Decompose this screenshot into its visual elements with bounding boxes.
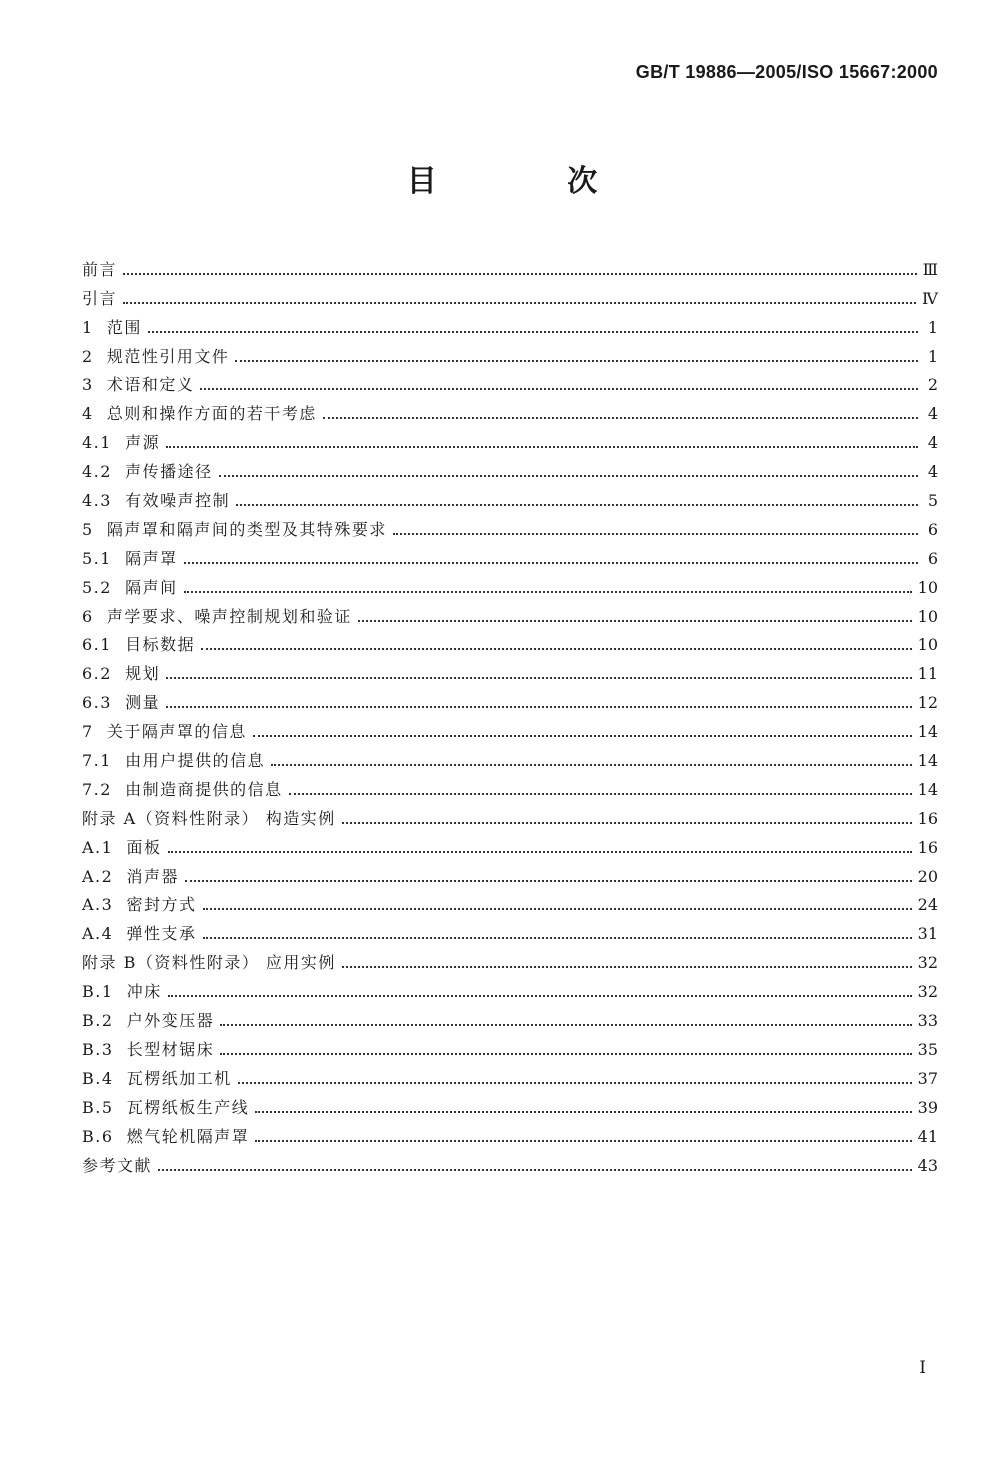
toc-entry-label: B.3 长型材锯床 — [82, 1039, 215, 1059]
toc-entry[interactable] — [82, 451, 938, 480]
toc-entry[interactable] — [82, 913, 938, 942]
leader-dots — [166, 446, 918, 448]
toc-entry-label: A.2 消声器 — [82, 866, 179, 886]
toc-entry[interactable] — [82, 971, 938, 1000]
leader-dots — [342, 966, 912, 968]
toc-entry-label: B.5 瓦楞纸板生产线 — [82, 1097, 250, 1117]
toc-entry[interactable] — [82, 509, 938, 538]
toc-entry-page: 32 — [917, 953, 938, 973]
toc-entry-label: A.4 弹性支承 — [82, 924, 197, 944]
toc-entry[interactable] — [82, 856, 938, 885]
toc-entry-label: B.1 冲床 — [82, 982, 162, 1002]
toc-entry-page: 41 — [917, 1126, 938, 1146]
toc-entry[interactable] — [82, 422, 938, 451]
toc-entry-label: 5 隔声罩和隔声间的类型及其特殊要求 — [82, 519, 387, 539]
toc-entry[interactable] — [82, 567, 938, 596]
toc-entry-label: 3 术语和定义 — [82, 375, 195, 395]
toc-entry-label: 4 总则和操作方面的若干考虑 — [82, 404, 317, 424]
toc-entry-page: 39 — [917, 1097, 938, 1117]
leader-dots — [203, 937, 912, 939]
leader-dots — [123, 302, 916, 304]
toc-entry[interactable] — [82, 249, 938, 278]
leader-dots — [255, 1140, 911, 1142]
toc-entry-page: 37 — [917, 1068, 938, 1088]
leader-dots — [220, 1053, 911, 1055]
toc-entry[interactable] — [82, 798, 938, 827]
toc-entry[interactable] — [82, 885, 938, 914]
toc-entry-page: 14 — [917, 722, 938, 742]
leader-dots — [185, 880, 912, 882]
toc-entry-label: 6.2 规划 — [82, 664, 161, 684]
toc-entry-page: 16 — [917, 808, 938, 828]
toc-entry-label: 2 规范性引用文件 — [82, 346, 230, 366]
toc-entry-label: 4.1 声源 — [82, 433, 161, 453]
leader-dots — [203, 908, 912, 910]
toc-entry[interactable] — [82, 278, 938, 307]
leader-dots — [184, 591, 912, 593]
leader-dots — [148, 331, 918, 333]
toc-entry-label: 6 声学要求、噪声控制规划和验证 — [82, 606, 352, 626]
toc-entry-page: 4 — [927, 404, 938, 424]
document-code: GB/T 19886—2005/ISO 15667:2000 — [635, 62, 938, 82]
toc-entry-page: 14 — [917, 779, 938, 799]
toc-entry-label: 7 关于隔声罩的信息 — [82, 722, 247, 742]
toc-entry[interactable] — [82, 1145, 938, 1174]
toc-entry-label: 5.1 隔声罩 — [82, 548, 178, 568]
toc-entry-page: 1 — [927, 346, 938, 366]
toc-entry[interactable] — [82, 480, 938, 509]
leader-dots — [123, 273, 917, 275]
toc-entry[interactable] — [82, 1058, 938, 1087]
leader-dots — [253, 735, 912, 737]
toc-entry-label: 6.3 测量 — [82, 693, 161, 713]
leader-dots — [238, 1082, 912, 1084]
toc-entry-label: 7.2 由制造商提供的信息 — [82, 779, 283, 799]
toc-entry-page: 31 — [917, 924, 938, 944]
toc-entry-label: 7.1 由用户提供的信息 — [82, 751, 266, 771]
toc-entry[interactable] — [82, 1087, 938, 1116]
toc-entry-label: 附录 A（资料性附录） 构造实例 — [82, 808, 336, 828]
toc-entry[interactable] — [82, 653, 938, 682]
toc-entry-label: 4.2 声传播途径 — [82, 462, 213, 482]
toc-entry-page: 2 — [927, 375, 938, 395]
toc-entry[interactable] — [82, 393, 938, 422]
toc-entry[interactable] — [82, 740, 938, 769]
leader-dots — [289, 793, 912, 795]
toc-entry-label: 参考文献 — [82, 1155, 153, 1175]
leader-dots — [184, 562, 918, 564]
toc-entry-page: 24 — [917, 895, 938, 915]
toc-entry-page: 1 — [927, 317, 938, 337]
toc-entry[interactable] — [82, 538, 938, 567]
toc-entry[interactable] — [82, 596, 938, 625]
leader-dots — [219, 475, 918, 477]
toc-entry[interactable] — [82, 625, 938, 654]
leader-dots — [166, 706, 912, 708]
toc-entry-page: 10 — [917, 577, 938, 597]
toc-entry-page: 33 — [917, 1011, 938, 1031]
toc-entry[interactable] — [82, 365, 938, 394]
toc-entry-page: Ⅳ — [922, 288, 938, 308]
leader-dots — [158, 1169, 912, 1171]
table-of-contents — [82, 249, 938, 1174]
toc-entry-label: 1 范围 — [82, 317, 142, 337]
page-title: 目 次 — [406, 164, 658, 199]
leader-dots — [201, 648, 912, 650]
leader-dots — [168, 851, 912, 853]
toc-entry-page: 10 — [917, 606, 938, 626]
toc-entry-label: 5.2 隔声间 — [82, 577, 178, 597]
leader-dots — [342, 822, 912, 824]
toc-entry-label: 4.3 有效噪声控制 — [82, 491, 231, 511]
toc-entry-page: 14 — [917, 751, 938, 771]
toc-entry[interactable] — [82, 1000, 938, 1029]
leader-dots — [220, 1024, 911, 1026]
toc-entry[interactable] — [82, 307, 938, 336]
leader-dots — [235, 360, 918, 362]
toc-entry-label: A.3 密封方式 — [82, 895, 197, 915]
leader-dots — [393, 533, 918, 535]
leader-dots — [255, 1111, 911, 1113]
toc-entry-page: Ⅲ — [922, 259, 938, 279]
toc-entry[interactable] — [82, 942, 938, 971]
leader-dots — [323, 417, 918, 419]
toc-entry[interactable] — [82, 769, 938, 798]
toc-entry-page: 5 — [927, 491, 938, 511]
leader-dots — [358, 620, 912, 622]
toc-entry-page: 43 — [917, 1155, 938, 1175]
toc-entry-label: 附录 B（资料性附录） 应用实例 — [82, 953, 336, 973]
toc-entry-label: 前言 — [82, 259, 118, 279]
toc-entry-page: 6 — [927, 519, 938, 539]
toc-entry-page: 12 — [917, 693, 938, 713]
toc-entry-label: B.2 户外变压器 — [82, 1011, 215, 1031]
toc-entry-page: 11 — [917, 664, 938, 684]
toc-entry[interactable] — [82, 1116, 938, 1145]
toc-entry[interactable] — [82, 827, 938, 856]
leader-dots — [200, 388, 918, 390]
toc-entry-label: A.1 面板 — [82, 837, 162, 857]
toc-entry[interactable] — [82, 682, 938, 711]
toc-entry-page: 16 — [917, 837, 938, 857]
toc-entry-label: 6.1 目标数据 — [82, 635, 196, 655]
toc-entry-page: 4 — [927, 433, 938, 453]
toc-entry-page: 4 — [927, 462, 938, 482]
toc-entry-page: 20 — [917, 866, 938, 886]
toc-entry-page: 10 — [917, 635, 938, 655]
toc-entry[interactable] — [82, 711, 938, 740]
toc-entry-label: 引言 — [82, 288, 118, 308]
leader-dots — [271, 764, 912, 766]
toc-entry-page: 35 — [917, 1039, 938, 1059]
toc-entry[interactable] — [82, 1029, 938, 1058]
leader-dots — [168, 995, 912, 997]
toc-entry-label: B.4 瓦楞纸加工机 — [82, 1068, 232, 1088]
page-number: I — [919, 1358, 926, 1378]
leader-dots — [236, 504, 918, 506]
toc-entry[interactable] — [82, 336, 938, 365]
toc-entry-page: 32 — [917, 982, 938, 1002]
toc-entry-page: 6 — [927, 548, 938, 568]
toc-entry-label: B.6 燃气轮机隔声罩 — [82, 1126, 250, 1146]
leader-dots — [166, 677, 912, 679]
